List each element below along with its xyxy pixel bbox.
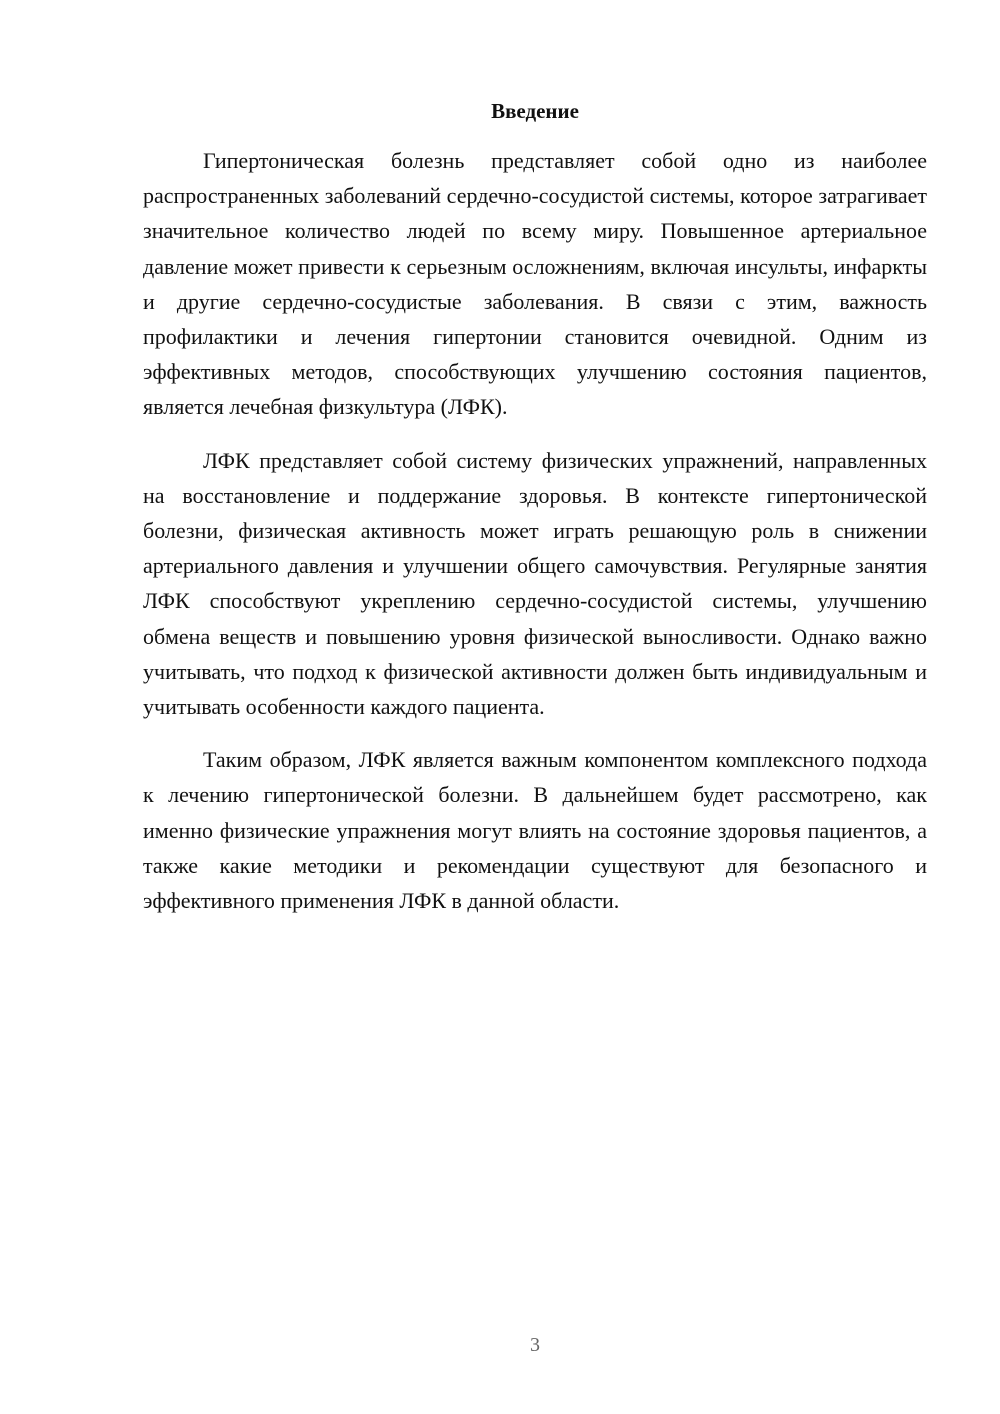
page-number: 3 [530, 1334, 540, 1356]
paragraph-1: Гипертоническая болезнь представляет собой одно из наиболее распространенных заболеваний сердечно-сосудистой системы, которое затрагивает значительное количество людей по всему миру. Повышенное артериальное давление может привести к серьезным осложнениям, включая инсульты, инфаркты и другие сердечно-сосудистые заболевания. В связи с этим, важность профилактики и лечения гипертонии становится очевидной. Одним из эффективных методов, способствующих улучшению состояния пациентов, является лечебная физкультура (ЛФК). [143, 148, 927, 420]
paragraph-3: Таким образом, ЛФК является важным компонентом комплексного подхода к лечению гипертонической болезни. В дальнейшем будет рассмотрено, как именно физические упражнения могут влиять на состояние здоровья пациентов, а также какие методики и рекомендации существуют для безопасного и эффективного применения ЛФК в данной области. [143, 747, 927, 914]
paragraph-2: ЛФК представляет собой систему физических упражнений, направленных на восстановление и поддержание здоровья. В контексте гипертонической болезни, физическая активность может играть решающую роль в снижении артериального давления и улучшении общего самочувствия. Регулярные занятия ЛФК способствуют укреплению сердечно-сосудистой системы, улучшению обмена веществ и повышению уровня физической выносливости. Однако важно учитывать, что подход к физической активности должен быть индивидуальным и учитывать особенности каждого пациента. [143, 447, 927, 720]
body-text [143, 143, 927, 936]
section-heading: Введение [491, 99, 579, 123]
